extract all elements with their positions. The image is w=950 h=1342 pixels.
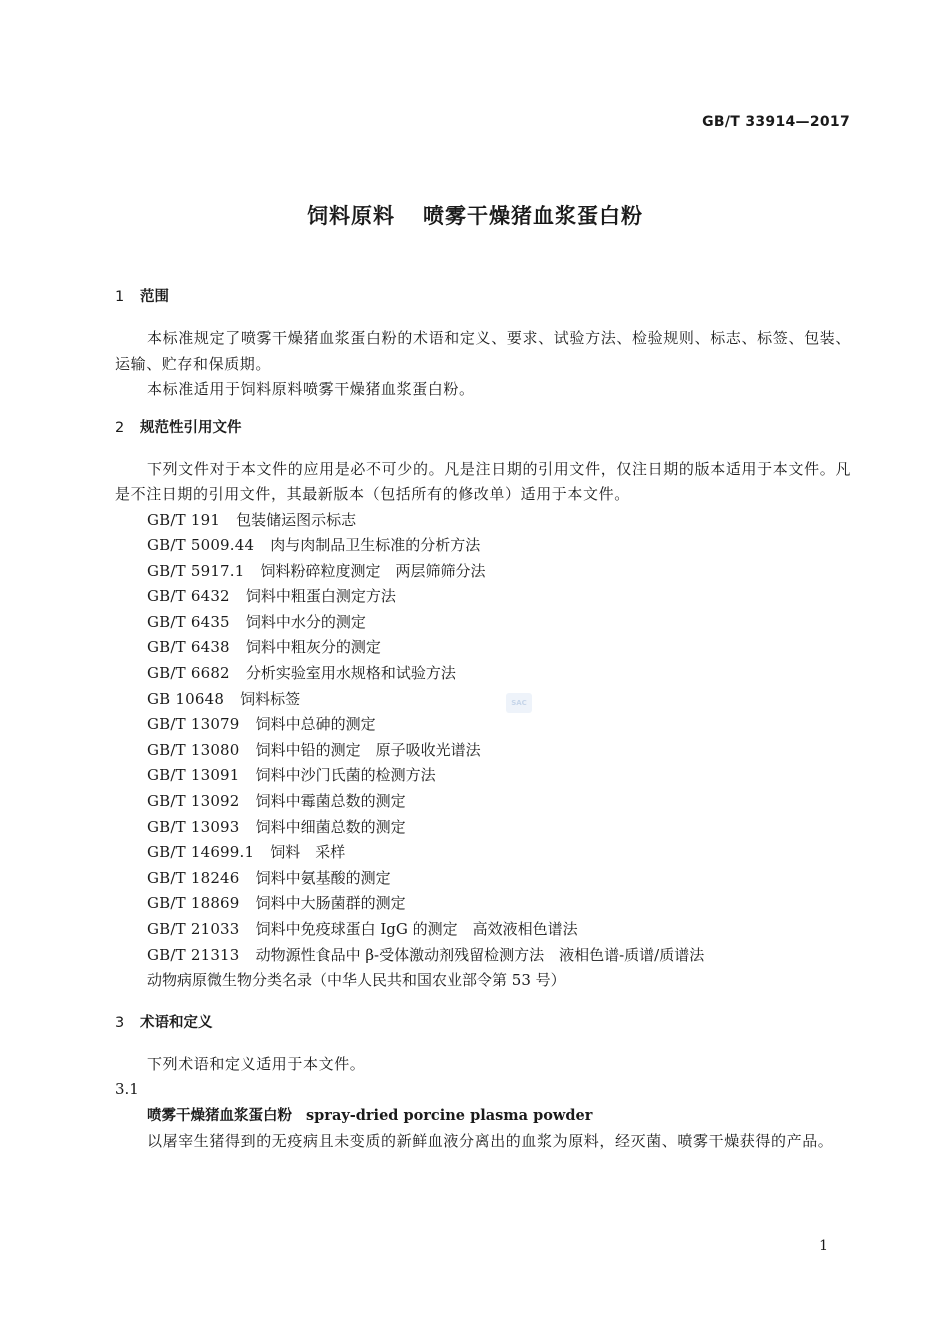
reference-code: GB/T 13080 — [147, 740, 240, 759]
reference-title: 饲料中霉菌总数的测定 — [255, 792, 406, 811]
reference-code: GB/T 6432 — [147, 587, 230, 606]
reference-item — [115, 815, 851, 841]
reference-item — [115, 763, 851, 789]
title-part1: 饲料原料 — [307, 204, 395, 228]
reference-title: 饲料中粗蛋白测定方法 — [245, 587, 396, 606]
document-title — [0, 200, 950, 230]
reference-item — [115, 789, 851, 815]
reference-code: GB/T 14699.1 — [147, 843, 255, 862]
reference-title: 包装储运图示标志 — [236, 510, 357, 529]
reference-title: 饲料中细菌总数的测定 — [255, 817, 406, 836]
reference-code: GB/T 21033 — [147, 920, 240, 938]
reference-item — [115, 559, 851, 585]
section-title: 范围 — [140, 289, 169, 305]
reference-code: GB/T 13092 — [147, 792, 240, 811]
reference-item — [115, 968, 851, 994]
document-body — [115, 284, 851, 1155]
reference-code: GB/T 191 — [147, 510, 221, 529]
reference-title: 饲料中氨基酸的测定 — [255, 868, 391, 887]
title-part2: 喷雾干燥猪血浆蛋白粉 — [423, 204, 643, 228]
reference-code: GB 10648 — [147, 689, 225, 708]
watermark-stamp: SAC — [506, 693, 532, 713]
reference-item — [115, 635, 851, 661]
reference-item — [115, 917, 851, 943]
section-number: 3 — [115, 1014, 125, 1031]
reference-title: 饲料中大肠菌群的测定 — [255, 894, 406, 913]
reference-title: 饲料标签 — [240, 689, 301, 708]
reference-title: 动物病原微生物分类名录（中华人民共和国农业部令第 53 号） — [147, 971, 566, 990]
paragraph: 下列文件对于本文件的应用是必不可少的。凡是注日期的引用文件，仅注日期的版本适用于本文件。凡是不注日期的引用文件，其最新版本（包括所有的修改单）适用于本文件。 — [115, 459, 851, 503]
reference-title: 分析实验室用水规格和试验方法 — [245, 664, 456, 683]
reference-code: GB/T 6435 — [147, 612, 230, 631]
reference-item — [115, 738, 851, 764]
reference-item — [115, 661, 851, 687]
reference-code: GB/T 5009.44 — [147, 536, 255, 555]
reference-item — [115, 508, 851, 534]
reference-code: GB/T 13091 — [147, 766, 240, 785]
reference-title: 饲料中免疫球蛋白 IgG 的测定 高效液相色谱法 — [255, 920, 578, 938]
reference-title: 饲料中沙门氏菌的检测方法 — [255, 766, 436, 785]
reference-item — [115, 610, 851, 636]
reference-item — [115, 891, 851, 917]
section-heading-terms-definitions — [115, 1010, 851, 1036]
section-heading-scope — [115, 284, 851, 310]
reference-code: GB/T 18869 — [147, 894, 240, 913]
reference-code: GB/T 13079 — [147, 715, 240, 734]
reference-title: 动物源性食品中 β-受体激动剂残留检测方法 液相色谱-质谱/质谱法 — [255, 945, 705, 964]
section-title: 术语和定义 — [140, 1014, 213, 1031]
reference-code: GB/T 21313 — [147, 945, 240, 964]
reference-item — [115, 943, 851, 969]
reference-code: GB/T 18246 — [147, 868, 240, 887]
reference-title: 饲料中总砷的测定 — [255, 715, 376, 734]
term-entry — [115, 1103, 851, 1130]
reference-item — [115, 687, 851, 713]
paragraph: 本标准适用于饲料原料喷雾干燥猪血浆蛋白粉。 — [147, 380, 475, 398]
section-title: 规范性引用文件 — [140, 419, 242, 436]
reference-item — [115, 584, 851, 610]
reference-code: GB/T 6682 — [147, 664, 230, 683]
reference-code: GB/T 6438 — [147, 638, 230, 657]
term-chinese: 喷雾干燥猪血浆蛋白粉 — [147, 1107, 292, 1124]
reference-title: 饲料中粗灰分的测定 — [245, 638, 381, 657]
term-english: spray-dried porcine plasma powder — [306, 1106, 593, 1124]
reference-title: 肉与肉制品卫生标准的分析方法 — [270, 536, 481, 555]
paragraph: 本标准规定了喷雾干燥猪血浆蛋白粉的术语和定义、要求、试验方法、检验规则、标志、标签、包装、运输、贮存和保质期。 — [115, 329, 851, 373]
reference-item — [115, 712, 851, 738]
standard-code: GB/T 33914—2017 — [702, 114, 850, 130]
reference-title: 饲料粉碎粒度测定 两层筛筛分法 — [260, 561, 486, 580]
section-heading-normative-references — [115, 415, 851, 441]
reference-item — [115, 866, 851, 892]
reference-title: 饲料中铅的测定 原子吸收光谱法 — [255, 740, 481, 759]
section-number: 2 — [115, 419, 125, 436]
reference-code: GB/T 5917.1 — [147, 561, 245, 580]
reference-item — [115, 840, 851, 866]
reference-title: 饲料中水分的测定 — [245, 612, 366, 631]
reference-list — [115, 508, 851, 994]
reference-item — [115, 533, 851, 559]
term-definition: 以屠宰生猪得到的无疫病且未变质的新鲜血液分离出的血浆为原料，经灭菌、喷雾干燥获得的产品。 — [147, 1132, 834, 1151]
section-number: 1 — [115, 289, 125, 305]
reference-code: GB/T 13093 — [147, 817, 240, 836]
subsection-number: 3.1 — [115, 1080, 139, 1099]
reference-title: 饲料 采样 — [270, 843, 346, 862]
page-number: 1 — [819, 1238, 828, 1254]
paragraph: 下列术语和定义适用于本文件。 — [147, 1054, 366, 1073]
